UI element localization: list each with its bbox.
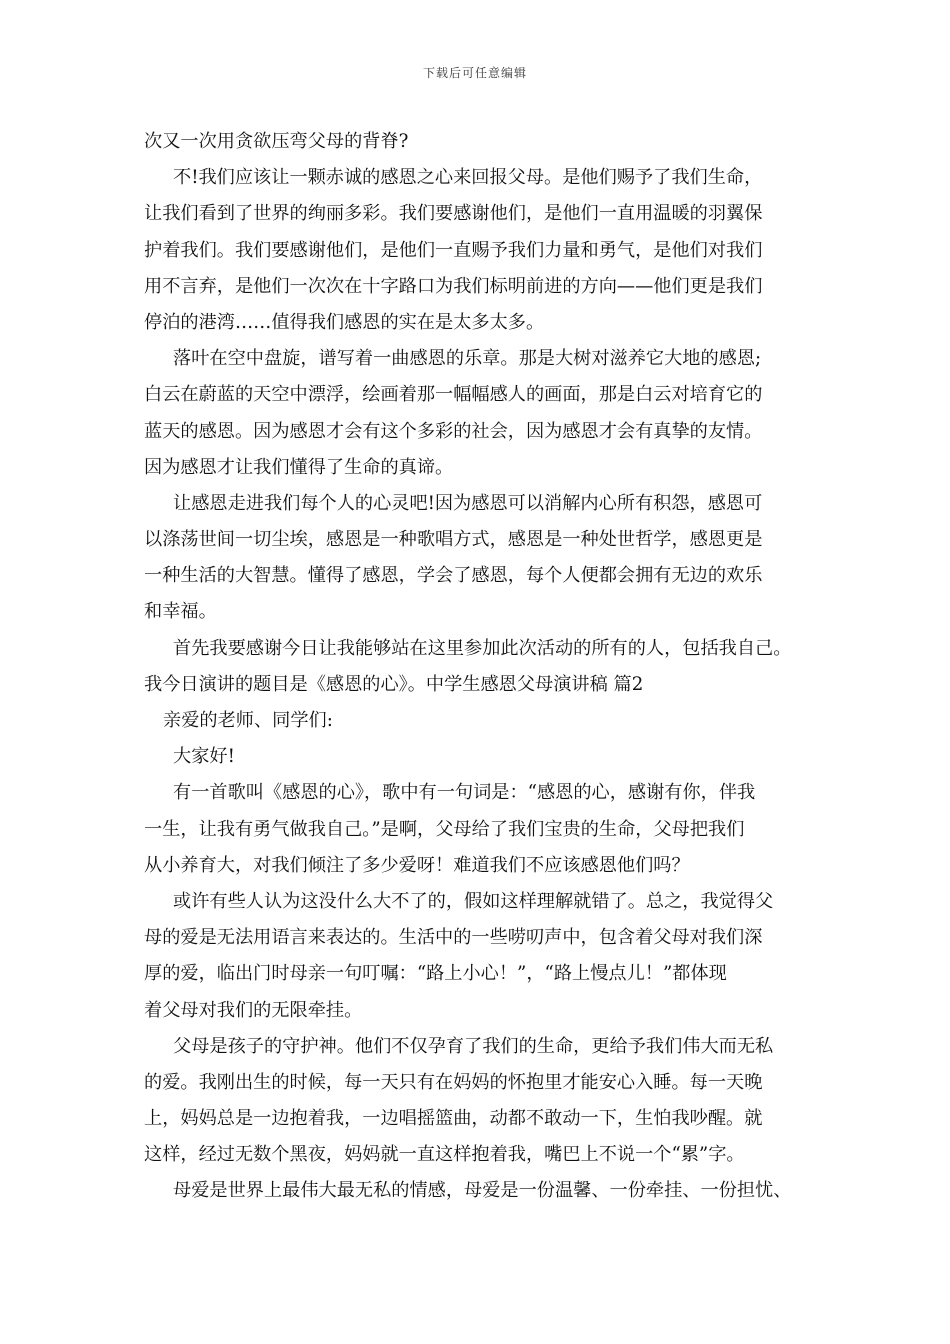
text-line: 一生，让我有勇气做我自己。”是啊，父母给了我们宝贵的生命，父母把我们: [144, 818, 745, 840]
text-line: 以涤荡世间一切尘埃，感恩是一种歌唱方式，感恩是一种处世哲学，感恩更是: [144, 529, 763, 551]
text-line: 用不言弃，是他们一次次在十字路口为我们标明前进的方向——他们更是我们: [144, 275, 763, 297]
text-line: 母的爱是无法用语言来表达的。生活中的一些唠叨声中，包含着父母对我们深: [144, 927, 763, 949]
text-line: 或许有些人认为这没什么大不了的，假如这样理解就错了。总之，我觉得父: [173, 890, 774, 912]
text-line: 白云在蔚蓝的天空中漂浮，绘画着那一幅幅感人的画面，那是白云对培育它的: [144, 384, 763, 406]
text-line: 和幸福。: [144, 601, 217, 623]
text-line: 父母是孩子的守护神。他们不仅孕育了我们的生命，更给予我们伟大而无私: [173, 1035, 774, 1057]
salutation: 亲爱的老师、同学们:: [163, 710, 333, 731]
text-line: 让我们看到了世界的绚丽多彩。我们要感谢他们，是他们一直用温暖的羽翼保: [144, 203, 763, 225]
text-line: 有一首歌叫《感恩的心》，歌中有一句词是：“感恩的心，感谢有你，伴我: [173, 782, 756, 804]
text-line: 母爱是世界上最伟大最无私的情感，母爱是一份温馨、一份牵挂、一份担忧、: [173, 1180, 792, 1202]
text-line: 让感恩走进我们每个人的心灵吧!因为感恩可以消解内心所有积怨，感恩可: [173, 492, 763, 514]
text-line: 一种生活的大智慧。懂得了感恩，学会了感恩，每个人便都会拥有无边的欢乐: [144, 565, 763, 587]
document-body: [144, 124, 824, 1210]
text-line: 不!我们应该让一颗赤诚的感恩之心来回报父母。是他们赐予了我们生命，: [173, 167, 763, 189]
text-line: 蓝天的感恩。因为感恩才会有这个多彩的社会，因为感恩才会有真挚的友情。: [144, 420, 763, 442]
text-line: 这样，经过无数个黑夜，妈妈就一直这样抱着我，嘴巴上不说一个“累”字。: [144, 1144, 745, 1166]
text-line: 次又一次用贪欲压弯父母的背脊?: [144, 131, 409, 152]
text-line: 的爱。我刚出生的时候，每一天只有在妈妈的怀抱里才能安心入睡。每一天晚: [144, 1071, 763, 1093]
page-header: 下载后可任意编辑: [422, 66, 527, 80]
text-line: 护着我们。我们要感谢他们，是他们一直赐予我们力量和勇气，是他们对我们: [144, 239, 763, 261]
text-line: 因为感恩才让我们懂得了生命的真谛。: [144, 456, 454, 478]
text-line: 我今日演讲的题目是《感恩的心》。中学生感恩父母演讲稿 篇2: [144, 673, 644, 695]
text-line: 落叶在空中盘旋，谱写着一曲感恩的乐章。那是大树对滋养它大地的感恩;: [173, 348, 762, 370]
greeting: 大家好!: [173, 746, 235, 768]
text-line: 厚的爱，临出门时母亲一句叮嘱：“路上小心！”，“路上慢点儿！”都体现: [144, 963, 727, 985]
text-line: 停泊的港湾……值得我们感恩的实在是太多太多。: [144, 311, 545, 333]
text-line: 首先我要感谢今日让我能够站在这里参加此次活动的所有的人，包括我自己。: [173, 637, 792, 659]
text-line: 着父母对我们的无限牵挂。: [144, 999, 363, 1021]
text-line: 从小养育大，对我们倾注了多少爱呀！难道我们不应该感恩他们吗？: [144, 854, 690, 876]
text-line: 上，妈妈总是一边抱着我，一边唱摇篮曲，动都不敢动一下，生怕我吵醒。就: [144, 1108, 763, 1130]
